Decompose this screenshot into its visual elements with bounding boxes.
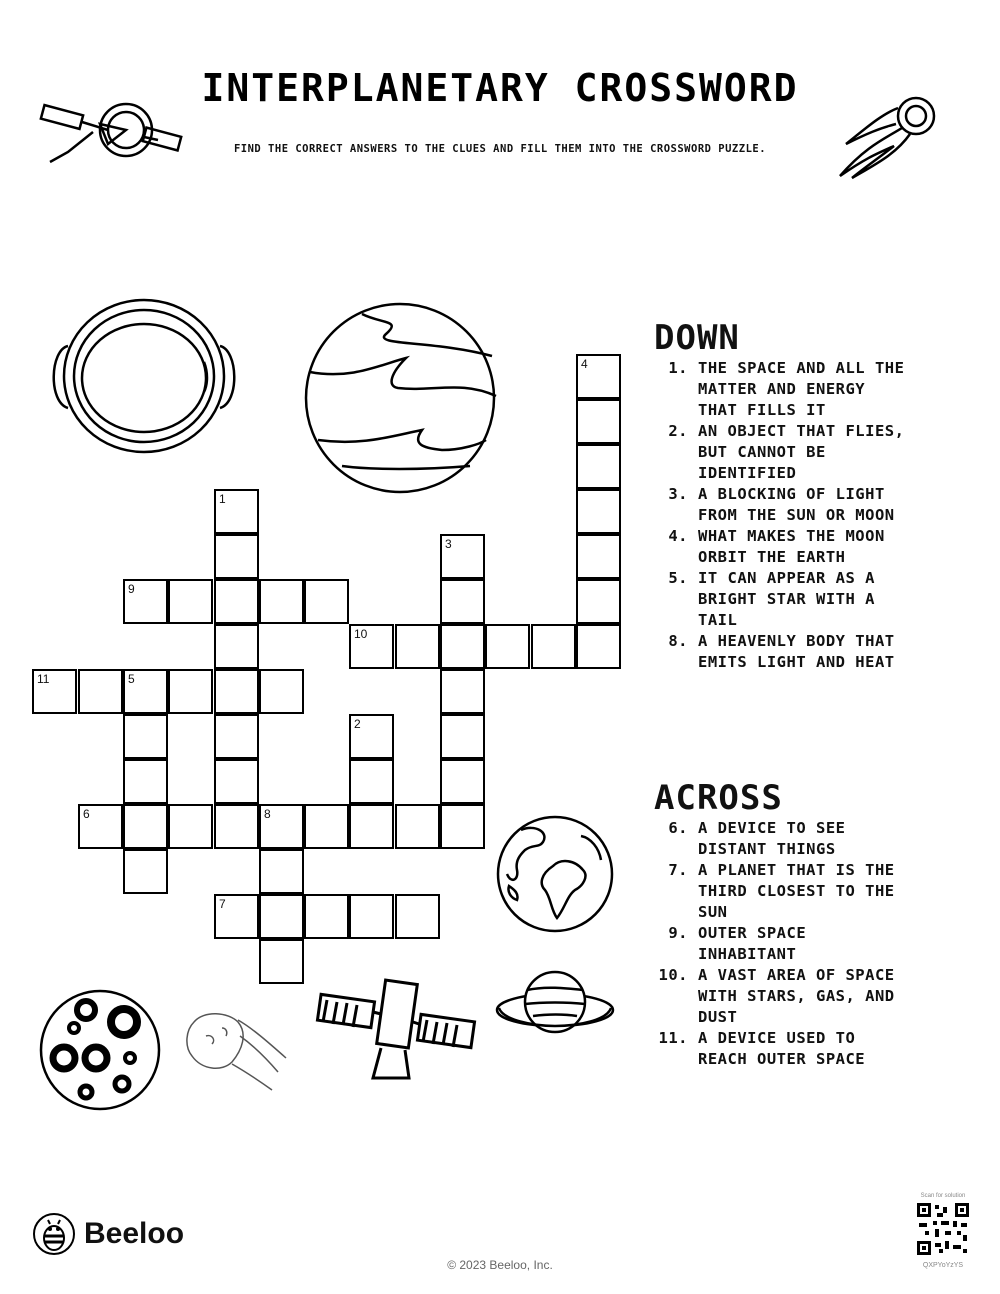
across-clue: [654, 860, 984, 923]
brand-name: Beeloo: [84, 1217, 185, 1250]
crossword-cell[interactable]: [304, 804, 349, 849]
clue-number: 2: [354, 717, 361, 731]
crossword-cell[interactable]: [214, 714, 259, 759]
crossword-cell[interactable]: [123, 714, 168, 759]
clue-text: IT CAN APPEAR AS A BRIGHT STAR WITH A TAIL: [698, 569, 875, 629]
clue-text: WHAT MAKES THE MOON ORBIT THE EARTH: [698, 527, 885, 566]
down-clues: [654, 318, 984, 673]
crossword-cell[interactable]: [440, 579, 485, 624]
clue-number: 9: [128, 582, 135, 596]
clue-num: 2.: [668, 422, 688, 440]
clue-num: 6.: [668, 819, 688, 837]
clue-text: A DEVICE USED TO REACH OUTER SPACE: [698, 1029, 866, 1068]
clue-text: A DEVICE TO SEE DISTANT THINGS: [698, 819, 846, 858]
clue-num: 4.: [668, 527, 688, 545]
crater-moon-icon: [38, 988, 162, 1112]
down-clue: [654, 631, 984, 673]
clue-text: A BLOCKING OF LIGHT FROM THE SUN OR MOON: [698, 485, 895, 524]
down-heading: DOWN: [654, 318, 740, 358]
clue-number: 5: [128, 672, 135, 686]
crossword-cell[interactable]: [349, 894, 394, 939]
across-heading: ACROSS: [654, 778, 783, 818]
clue-text: A PLANET THAT IS THE THIRD CLOSEST TO THE SUN: [698, 861, 895, 921]
crossword-cell[interactable]: [576, 534, 621, 579]
down-clue: [654, 484, 984, 526]
crossword-cell[interactable]: [395, 894, 440, 939]
crossword-cell[interactable]: [395, 624, 440, 669]
crossword-cell[interactable]: [214, 579, 259, 624]
crossword-cell[interactable]: [123, 849, 168, 894]
across-clue: [654, 965, 984, 1028]
crossword-cell[interactable]: [485, 624, 530, 669]
crossword-cell[interactable]: [304, 894, 349, 939]
crossword-cell[interactable]: [259, 939, 304, 984]
clue-num: 5.: [668, 569, 688, 587]
crossword-cell[interactable]: [259, 579, 304, 624]
clue-text: OUTER SPACE INHABITANT: [698, 924, 807, 963]
crossword-cell[interactable]: [123, 669, 168, 714]
crossword-cell[interactable]: [168, 669, 213, 714]
crossword-cell[interactable]: [259, 804, 304, 849]
crossword-cell[interactable]: [214, 534, 259, 579]
crossword-cell[interactable]: [576, 354, 621, 399]
crossword-cell[interactable]: [531, 624, 576, 669]
clue-num: 9.: [668, 924, 688, 942]
copyright: © 2023 Beeloo, Inc.: [447, 1258, 553, 1272]
clue-number: 7: [219, 897, 226, 911]
crossword-cell[interactable]: [123, 804, 168, 849]
down-clue: [654, 358, 984, 421]
clue-number: 11: [37, 672, 50, 686]
crossword-cell[interactable]: [259, 894, 304, 939]
across-clue: [654, 818, 984, 860]
clue-num: 7.: [668, 861, 688, 879]
crossword-cell[interactable]: [440, 714, 485, 759]
crossword-cell[interactable]: [304, 579, 349, 624]
clue-text: AN OBJECT THAT FLIES, BUT CANNOT BE IDENTIFIED: [698, 422, 905, 482]
clue-num: 10.: [658, 966, 688, 984]
down-clue: [654, 421, 984, 484]
clue-number: 3: [445, 537, 452, 551]
clue-number: 1: [219, 492, 226, 506]
ringed-planet-icon: [493, 966, 617, 1040]
qr-label: Scan for solution: [920, 1193, 966, 1199]
crossword-cell[interactable]: [214, 489, 259, 534]
crossword-cell[interactable]: [576, 624, 621, 669]
crossword-cell[interactable]: [168, 579, 213, 624]
crossword-cell[interactable]: [78, 804, 123, 849]
crossword-cell[interactable]: [349, 759, 394, 804]
crossword-cell[interactable]: [349, 624, 394, 669]
crossword-cell[interactable]: [576, 489, 621, 534]
bee-logo-icon: [32, 1212, 76, 1256]
crossword-cell[interactable]: [214, 759, 259, 804]
clue-num: 11.: [658, 1029, 688, 1047]
crossword-cell[interactable]: [576, 444, 621, 489]
crossword-cell[interactable]: [123, 579, 168, 624]
clue-number: 10: [354, 627, 368, 641]
crossword-cell[interactable]: [440, 759, 485, 804]
crossword-cell[interactable]: [214, 669, 259, 714]
satellite-icon: [38, 92, 188, 172]
brand-logo: [32, 1212, 184, 1256]
crossword-cell[interactable]: [349, 714, 394, 759]
crossword-cell[interactable]: [440, 804, 485, 849]
crossword-cell[interactable]: [576, 399, 621, 444]
satellite-dish-icon: [315, 978, 477, 1082]
clue-number: 4: [581, 357, 588, 371]
crossword-cell[interactable]: [440, 624, 485, 669]
clue-number: 6: [83, 807, 90, 821]
earth-icon: [495, 814, 615, 934]
page-title: INTERPLANETARY CROSSWORD: [201, 66, 799, 110]
crossword-cell[interactable]: [214, 804, 259, 849]
crossword-cell[interactable]: [78, 669, 123, 714]
crossword-cell[interactable]: [259, 849, 304, 894]
astronaut-helmet-icon: [44, 298, 244, 463]
crossword-cell[interactable]: [349, 804, 394, 849]
clue-text: A VAST AREA OF SPACE WITH STARS, GAS, AND DUST: [698, 966, 895, 1026]
crossword-cell[interactable]: [214, 624, 259, 669]
across-clue: [654, 923, 984, 965]
clue-num: 8.: [668, 632, 688, 650]
down-clue: [654, 568, 984, 631]
clue-number: 8: [264, 807, 271, 821]
clue-num: 3.: [668, 485, 688, 503]
clue-text: A HEAVENLY BODY THAT EMITS LIGHT AND HEAT: [698, 632, 895, 671]
across-clue: [654, 1028, 984, 1070]
crossword-cell[interactable]: [214, 894, 259, 939]
qr-code-icon[interactable]: [917, 1203, 969, 1255]
qr-code-id: QXPYoYzYS: [922, 1262, 964, 1269]
clue-text: THE SPACE AND ALL THE MATTER AND ENERGY THAT FILLS IT: [698, 359, 905, 419]
clue-num: 1.: [668, 359, 688, 377]
crossword-cell[interactable]: [32, 669, 77, 714]
crossword-cell[interactable]: [123, 759, 168, 804]
comet-icon: [836, 88, 946, 180]
crossword-cell[interactable]: [395, 804, 440, 849]
down-clue: [654, 526, 984, 568]
crossword-cell[interactable]: [440, 669, 485, 714]
across-clues: [654, 778, 984, 1070]
striped-planet-icon: [302, 300, 498, 496]
instructions: FIND THE CORRECT ANSWERS TO THE CLUES AND FILL THEM INTO THE CROSSWORD PUZZLE.: [233, 143, 767, 155]
crossword-cell[interactable]: [168, 804, 213, 849]
asteroid-icon: [182, 1006, 292, 1096]
crossword-cell[interactable]: [440, 534, 485, 579]
crossword-cell[interactable]: [259, 669, 304, 714]
crossword-cell[interactable]: [576, 579, 621, 624]
